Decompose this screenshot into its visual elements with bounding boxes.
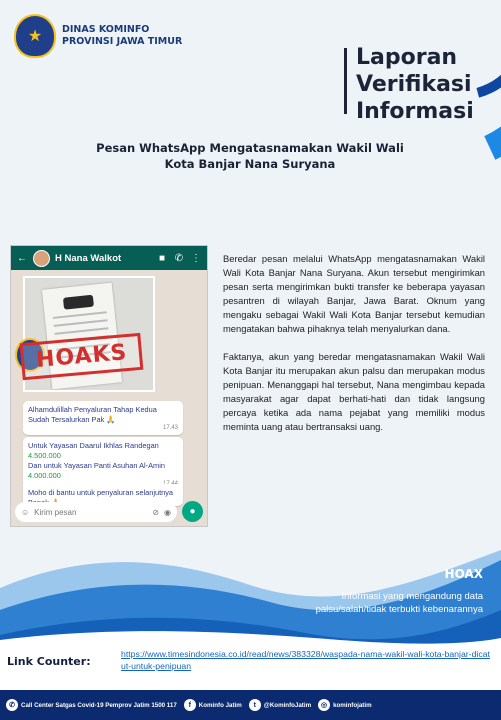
chat-message-2: Untuk Yayasan Daarul Ikhlas Randegan 4.500.000 Dan untuk Yayasan Panti Asuhan Al-Amin 4.000.000 bbox=[23, 437, 183, 491]
footer-facebook[interactable]: f Kominfo Jatim bbox=[184, 699, 242, 711]
footer-twitter[interactable]: t @KominfoJatim bbox=[249, 699, 311, 711]
chat-message-3: Moho di bantu untuk penyaluran selanjutnya bbox=[23, 484, 183, 506]
hoax-label: HOAX bbox=[444, 567, 483, 581]
camera-icon[interactable]: ◉ bbox=[164, 507, 171, 517]
headline: Pesan WhatsApp Mengatasnamakan Wakil Wali Kota Banjar Nana Suryana bbox=[96, 141, 404, 171]
whatsapp-header bbox=[11, 246, 207, 270]
video-call-icon: ■ bbox=[158, 252, 166, 264]
report-title: Laporan Verifikasi Informasi bbox=[356, 45, 474, 124]
contact-name: H Nana Walkot bbox=[55, 252, 122, 264]
more-options-icon: ⋮ bbox=[191, 252, 201, 264]
facebook-icon: f bbox=[184, 699, 196, 711]
footer-bar bbox=[0, 690, 501, 720]
phone-icon: ✆ bbox=[6, 699, 18, 711]
message-placeholder: Kirim pesan bbox=[34, 507, 77, 517]
message-input[interactable] bbox=[15, 502, 177, 522]
back-arrow-icon: ← bbox=[17, 252, 27, 264]
organization-logo bbox=[14, 14, 182, 58]
emoji-icon[interactable]: ☺ bbox=[21, 507, 30, 517]
phone-call-icon: ✆ bbox=[174, 252, 184, 264]
hoax-definition: Informasi yang mengandung data palsu/salah/tidak terbukti kebenarannya bbox=[315, 591, 483, 615]
avatar bbox=[33, 250, 50, 267]
twitter-icon: t bbox=[249, 699, 261, 711]
attach-icon[interactable]: ⊘ bbox=[152, 507, 160, 517]
hoaks-stamp: HOAKS bbox=[20, 333, 144, 380]
instagram-icon: ◎ bbox=[318, 699, 330, 711]
paragraph-1: Beredar pesan melalui WhatsApp mengatasnamakan Wakil Wali Kota Banjar Nana Suryana. Akun tersebut mengirimkan pesan serta mengirimkan bukti transfer ke beberapa yayasan pesantren di wilayah Banjar, Jawa Barat. Oknum yang mengaku sebagai Wakil Wali Kota Banjar tersebut kemudian mengatakan bahwa pihaknya telah menyalurkan dana. bbox=[223, 253, 485, 334]
microphone-button[interactable]: ● bbox=[182, 501, 203, 522]
organization-name: DINAS KOMINFO PROVINSI JAWA TIMUR bbox=[62, 24, 183, 47]
link-counter-label: Link Counter: bbox=[7, 655, 91, 668]
east-java-seal-icon: ★ bbox=[14, 14, 56, 58]
footer-call-center: ✆ Call Center Satgas Covid-19 Pemprov Jatim 1500 117 bbox=[6, 699, 177, 711]
whatsapp-screenshot bbox=[10, 245, 208, 527]
paragraph-2: Faktanya, akun yang beredar mengatasnamakan Wakil Wali Kota Banjar itu merupakan akun palsu dan merupakan modus penipuan. Menanggapi hal tersebut, Nana mengimbau kepada masyarakat agar dapat berhati-hati dan tidak langsung percaya ketika ada nama pejabat yang memiliki modus meminta uang atau bertransaksi uang. bbox=[223, 351, 485, 432]
chat-message-1: Alhamdulillah Penyaluran Tahap Kedua Sudah Tersalurkan Pak 🙏 17.43 bbox=[23, 401, 183, 435]
article-body bbox=[223, 252, 485, 448]
footer-instagram[interactable]: ◎ kominfojatim bbox=[318, 699, 372, 711]
title-accent-bar bbox=[344, 48, 347, 114]
link-counter-url[interactable]: https://www.timesindonesia.co.id/read/news/383328/waspada-nama-wakil-wali-kota-banjar-dicatut-untuk-penipuan bbox=[121, 649, 490, 671]
